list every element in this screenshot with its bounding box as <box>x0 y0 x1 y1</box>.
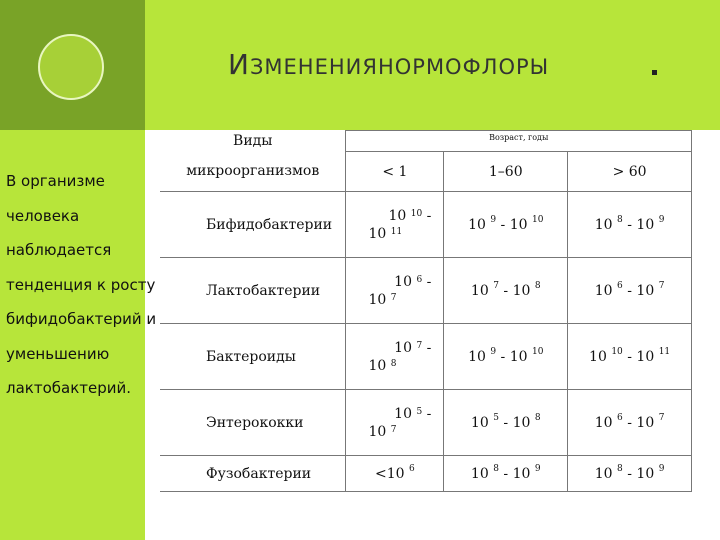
value-cell-gt60: 10 $^6$ - 10 $^7$ <box>568 390 692 456</box>
table-row <box>160 192 692 258</box>
value-cell-gt60: 10 $^6$ - 10 $^7$ <box>568 258 692 324</box>
title-end-dot <box>652 70 657 75</box>
table-row <box>160 390 692 456</box>
header-species-bottom: микроорганизмов <box>160 152 346 192</box>
summary-line: лактобактерий. <box>6 379 132 397</box>
header-age-1-60: 1–60 <box>444 152 568 192</box>
value-cell-gt60: 10 $^{10}$ - 10 $^{11}$ <box>568 324 692 390</box>
value-cell-1-60: 10 $^8$ - 10 $^9$ <box>444 456 568 492</box>
summary-line: человека <box>6 206 80 225</box>
summary-line: В организме <box>6 172 105 190</box>
header-age-lt1: < 1 <box>346 152 444 192</box>
header-age-gt60: > 60 <box>568 152 692 192</box>
header-age-label: Возраст, годы <box>346 131 692 152</box>
title-rest: ЗМЕНЕНИЯНОРМОФЛОРЫ <box>249 55 550 79</box>
title-initial: И <box>228 48 250 81</box>
summary-line: бифидобактерий и <box>6 310 157 328</box>
value-cell-1-60: 10 $^9$ - 10 $^{10}$ <box>444 192 568 258</box>
summary-line: тенденция к росту <box>6 275 156 294</box>
value-cell-gt60: 10 $^8$ - 10 $^9$ <box>568 456 692 492</box>
table-header-row <box>160 131 692 152</box>
summary-line: наблюдается <box>6 241 112 259</box>
species-cell: Фузобактерии <box>160 456 346 492</box>
table-header-row <box>160 152 692 192</box>
species-cell: Лактобактерии <box>160 258 346 324</box>
table-row <box>160 324 692 390</box>
species-cell: Энтерококки <box>160 390 346 456</box>
summary-line: уменьшению <box>6 344 110 363</box>
summary-text <box>6 164 166 406</box>
value-cell-gt60: 10 $^8$ - 10 $^9$ <box>568 192 692 258</box>
header-species-top: Виды <box>160 131 346 152</box>
table-row <box>160 258 692 324</box>
species-cell: Бактероиды <box>160 324 346 390</box>
value-cell-1-60: 10 $^9$ - 10 $^{10}$ <box>444 324 568 390</box>
decorative-circle <box>38 34 104 100</box>
normoflora-table <box>160 130 692 492</box>
value-cell-1-60: 10 $^5$ - 10 $^8$ <box>444 390 568 456</box>
slide-title <box>228 48 549 81</box>
value-cell-lt1: 10 $^5$ - 10 $^7$ <box>346 390 444 456</box>
table-row <box>160 456 692 492</box>
value-cell-lt1: <10 $^6$ <box>346 456 444 492</box>
value-cell-1-60: 10 $^7$ - 10 $^8$ <box>444 258 568 324</box>
species-cell: Бифидобактерии <box>160 192 346 258</box>
value-cell-lt1: 10 $^{10}$ - 10 $^{11}$ <box>346 192 444 258</box>
value-cell-lt1: 10 $^7$ - 10 $^8$ <box>346 324 444 390</box>
value-cell-lt1: 10 $^6$ - 10 $^7$ <box>346 258 444 324</box>
